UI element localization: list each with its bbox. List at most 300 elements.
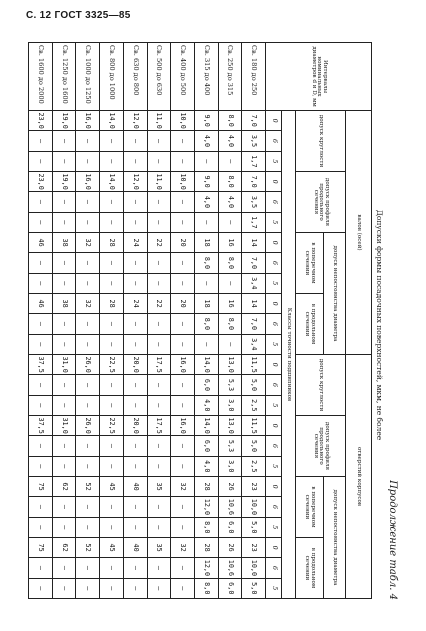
- value-cell: 31,0: [52, 415, 76, 435]
- value-cell: 3,4: [242, 334, 266, 354]
- class-label: 0: [266, 171, 282, 191]
- interval-cell: Св. 400 до 500: [171, 43, 195, 111]
- value-cell: —: [100, 334, 124, 354]
- value-cell: —: [171, 334, 195, 354]
- value-cell: —: [218, 212, 242, 232]
- header-interval: Интервалы номинальных диаметров d и D, мм: [266, 43, 372, 111]
- value-cell: 10,6: [218, 497, 242, 517]
- value-cell: 3,4: [242, 273, 266, 293]
- value-cell: —: [76, 497, 100, 517]
- value-cell: 46: [29, 232, 53, 252]
- value-cell: 11,0: [147, 171, 171, 191]
- value-cell: 22,5: [100, 355, 124, 375]
- value-cell: 62: [52, 537, 76, 557]
- value-cell: —: [100, 436, 124, 456]
- class-label: 5: [266, 151, 282, 171]
- value-cell: —: [100, 273, 124, 293]
- value-cell: —: [147, 212, 171, 232]
- value-cell: —: [29, 314, 53, 334]
- header-accuracy-classes: Классы точности подшипников: [282, 111, 296, 599]
- value-cell: 14: [242, 232, 266, 252]
- value-cell: —: [171, 131, 195, 151]
- value-cell: —: [52, 375, 76, 395]
- value-cell: —: [29, 334, 53, 354]
- value-cell: —: [52, 131, 76, 151]
- value-cell: —: [52, 212, 76, 232]
- value-cell: 9,0: [194, 171, 218, 191]
- value-cell: —: [218, 334, 242, 354]
- value-cell: —: [147, 558, 171, 578]
- class-label: 5: [266, 273, 282, 293]
- value-cell: 6,0: [194, 375, 218, 395]
- value-cell: —: [123, 212, 147, 232]
- value-cell: 28: [194, 476, 218, 496]
- value-cell: 10,0: [242, 497, 266, 517]
- value-cell: 38: [52, 232, 76, 252]
- value-cell: —: [218, 273, 242, 293]
- table-row: [29, 43, 53, 599]
- value-cell: —: [29, 497, 53, 517]
- class-label: 5: [266, 578, 282, 598]
- value-cell: 45: [100, 476, 124, 496]
- value-cell: —: [52, 517, 76, 537]
- value-cell: —: [100, 456, 124, 476]
- header-shaft-longitudinal: в продольном сечении: [296, 293, 324, 354]
- value-cell: 10,0: [171, 171, 195, 191]
- value-cell: 11,5: [242, 415, 266, 435]
- value-cell: 10,0: [171, 111, 195, 131]
- tolerance-table: [28, 42, 372, 599]
- value-cell: 16,0: [171, 355, 195, 375]
- class-label: 0: [266, 111, 282, 131]
- value-cell: 32: [171, 537, 195, 557]
- value-cell: 8,0: [194, 517, 218, 537]
- value-cell: 24: [123, 232, 147, 252]
- value-cell: —: [52, 273, 76, 293]
- table-row: [52, 43, 76, 599]
- value-cell: 4,0: [194, 395, 218, 415]
- value-cell: 1,7: [242, 151, 266, 171]
- value-cell: —: [147, 253, 171, 273]
- value-cell: —: [218, 151, 242, 171]
- value-cell: 14,0: [100, 171, 124, 191]
- value-cell: —: [29, 192, 53, 212]
- value-cell: —: [100, 497, 124, 517]
- value-cell: 12,0: [194, 558, 218, 578]
- value-cell: 18: [194, 293, 218, 313]
- header-housing-roundness: допуск круглости: [296, 355, 346, 416]
- value-cell: —: [171, 517, 195, 537]
- class-label: 5: [266, 212, 282, 232]
- value-cell: —: [171, 497, 195, 517]
- value-cell: 13,0: [218, 415, 242, 435]
- value-cell: —: [171, 395, 195, 415]
- value-cell: —: [147, 436, 171, 456]
- value-cell: 31,0: [52, 355, 76, 375]
- interval-cell: Св. 630 до 800: [123, 43, 147, 111]
- value-cell: 16: [218, 232, 242, 252]
- value-cell: 23: [242, 476, 266, 496]
- value-cell: —: [123, 558, 147, 578]
- value-cell: —: [52, 497, 76, 517]
- class-label: 5: [266, 456, 282, 476]
- interval-cell: Св. 800 до 1000: [100, 43, 124, 111]
- interval-cell: Св. 1000 до 1250: [76, 43, 100, 111]
- value-cell: —: [76, 578, 100, 598]
- value-cell: —: [147, 497, 171, 517]
- value-cell: 40: [123, 476, 147, 496]
- value-cell: 8,0: [194, 314, 218, 334]
- value-cell: —: [171, 192, 195, 212]
- value-cell: —: [76, 131, 100, 151]
- value-cell: 2,5: [242, 456, 266, 476]
- interval-cell: Св. 1600 до 2000: [29, 43, 53, 111]
- value-cell: —: [171, 578, 195, 598]
- value-cell: —: [52, 558, 76, 578]
- value-cell: —: [52, 334, 76, 354]
- value-cell: 20: [171, 232, 195, 252]
- class-label: 0: [266, 355, 282, 375]
- value-cell: —: [147, 334, 171, 354]
- interval-cell: Св. 1250 до 1600: [52, 43, 76, 111]
- value-cell: 11,5: [242, 355, 266, 375]
- value-cell: —: [171, 273, 195, 293]
- value-cell: 16,0: [171, 415, 195, 435]
- table-row: [194, 43, 218, 599]
- value-cell: 35: [147, 476, 171, 496]
- value-cell: 37,5: [29, 415, 53, 435]
- value-cell: —: [100, 253, 124, 273]
- value-cell: —: [29, 212, 53, 232]
- value-cell: 23: [242, 537, 266, 557]
- value-cell: 20: [171, 293, 195, 313]
- value-cell: 14: [242, 293, 266, 313]
- value-cell: —: [100, 517, 124, 537]
- value-cell: —: [194, 273, 218, 293]
- value-cell: —: [147, 192, 171, 212]
- value-cell: 14,0: [100, 111, 124, 131]
- value-cell: —: [76, 192, 100, 212]
- value-cell: 4,0: [194, 131, 218, 151]
- value-cell: —: [29, 578, 53, 598]
- value-cell: 20,0: [123, 355, 147, 375]
- value-cell: 6,0: [218, 578, 242, 598]
- value-cell: 28: [194, 537, 218, 557]
- table-row: [123, 43, 147, 599]
- value-cell: —: [29, 517, 53, 537]
- class-label: 0: [266, 537, 282, 557]
- value-cell: —: [52, 436, 76, 456]
- header-shaft-cross: в поперечном сечении: [296, 232, 324, 293]
- value-cell: —: [76, 436, 100, 456]
- interval-cell: Св. 315 до 400: [194, 43, 218, 111]
- value-cell: 37,5: [29, 355, 53, 375]
- value-cell: 8,0: [218, 171, 242, 191]
- value-cell: 40: [123, 537, 147, 557]
- value-cell: 18: [194, 232, 218, 252]
- table-caption: Допуски формы посадочных поверхностей, мкм, не более: [375, 209, 384, 441]
- value-cell: 22: [147, 232, 171, 252]
- value-cell: 1,7: [242, 212, 266, 232]
- value-cell: 16,0: [76, 111, 100, 131]
- value-cell: 11,0: [147, 111, 171, 131]
- table-row: [171, 43, 195, 599]
- value-cell: 52: [76, 537, 100, 557]
- value-cell: —: [76, 375, 100, 395]
- value-cell: —: [147, 456, 171, 476]
- value-cell: 14,0: [194, 355, 218, 375]
- value-cell: —: [123, 497, 147, 517]
- value-cell: 13,0: [218, 355, 242, 375]
- value-cell: —: [29, 151, 53, 171]
- class-label: 6: [266, 131, 282, 151]
- value-cell: 62: [52, 476, 76, 496]
- rotated-table-block: [23, 40, 398, 600]
- value-cell: 32: [76, 232, 100, 252]
- header-shaft-profile: допуск профиля продольного сечения: [296, 171, 346, 232]
- class-label: 0: [266, 232, 282, 252]
- value-cell: 3,5: [242, 131, 266, 151]
- value-cell: —: [29, 558, 53, 578]
- value-cell: 38: [52, 293, 76, 313]
- table-row: [147, 43, 171, 599]
- value-cell: —: [29, 375, 53, 395]
- value-cell: —: [29, 395, 53, 415]
- value-cell: 6,0: [194, 436, 218, 456]
- value-cell: —: [76, 314, 100, 334]
- header-housing-constancy: допуск непостоянства диаметра: [324, 476, 346, 598]
- value-cell: 5,0: [242, 578, 266, 598]
- value-cell: 46: [29, 293, 53, 313]
- value-cell: —: [52, 151, 76, 171]
- value-cell: —: [76, 151, 100, 171]
- value-cell: 5,3: [218, 375, 242, 395]
- class-label: 0: [266, 293, 282, 313]
- class-label: 6: [266, 558, 282, 578]
- value-cell: 35: [147, 537, 171, 557]
- value-cell: 8,0: [194, 253, 218, 273]
- value-cell: —: [100, 375, 124, 395]
- value-cell: —: [52, 253, 76, 273]
- value-cell: 8,0: [218, 314, 242, 334]
- value-cell: 52: [76, 476, 100, 496]
- value-cell: —: [147, 131, 171, 151]
- value-cell: —: [100, 131, 124, 151]
- value-cell: —: [76, 395, 100, 415]
- value-cell: —: [171, 436, 195, 456]
- value-cell: 4,0: [194, 192, 218, 212]
- value-cell: —: [147, 395, 171, 415]
- value-cell: 22,5: [100, 415, 124, 435]
- value-cell: 3,0: [218, 456, 242, 476]
- value-cell: 2,5: [242, 395, 266, 415]
- value-cell: —: [147, 151, 171, 171]
- table-row: [76, 43, 100, 599]
- value-cell: —: [171, 212, 195, 232]
- value-cell: —: [147, 578, 171, 598]
- value-cell: 5,0: [242, 436, 266, 456]
- value-cell: —: [171, 253, 195, 273]
- value-cell: —: [100, 192, 124, 212]
- value-cell: —: [194, 334, 218, 354]
- header-housing-longitudinal: в продольном сечении: [296, 537, 324, 598]
- value-cell: 24: [123, 293, 147, 313]
- value-cell: —: [171, 558, 195, 578]
- value-cell: —: [147, 314, 171, 334]
- value-cell: 22: [147, 293, 171, 313]
- value-cell: —: [100, 212, 124, 232]
- value-cell: 7,0: [242, 253, 266, 273]
- value-cell: 26,0: [76, 355, 100, 375]
- value-cell: —: [171, 314, 195, 334]
- value-cell: —: [123, 253, 147, 273]
- value-cell: 12,0: [123, 111, 147, 131]
- interval-cell: Св. 250 до 315: [218, 43, 242, 111]
- value-cell: —: [147, 517, 171, 537]
- header-housings: отверстий корпусов: [346, 355, 372, 599]
- value-cell: —: [123, 151, 147, 171]
- value-cell: 7,0: [242, 314, 266, 334]
- value-cell: 17,5: [147, 355, 171, 375]
- class-label: 0: [266, 415, 282, 435]
- value-cell: 26,0: [76, 415, 100, 435]
- class-label: 5: [266, 517, 282, 537]
- value-cell: —: [194, 151, 218, 171]
- value-cell: —: [29, 131, 53, 151]
- class-label: 0: [266, 476, 282, 496]
- value-cell: —: [52, 395, 76, 415]
- value-cell: —: [123, 517, 147, 537]
- value-cell: —: [76, 273, 100, 293]
- value-cell: 10,0: [242, 558, 266, 578]
- value-cell: 26: [218, 537, 242, 557]
- value-cell: —: [123, 395, 147, 415]
- value-cell: 5,0: [242, 517, 266, 537]
- value-cell: —: [76, 253, 100, 273]
- value-cell: 6,0: [218, 517, 242, 537]
- value-cell: 23,0: [29, 171, 53, 191]
- header-housing-cross: в поперечном сечении: [296, 476, 324, 537]
- value-cell: —: [123, 456, 147, 476]
- value-cell: —: [52, 314, 76, 334]
- value-cell: 14,0: [194, 415, 218, 435]
- class-label: 6: [266, 375, 282, 395]
- value-cell: —: [147, 375, 171, 395]
- value-cell: —: [100, 558, 124, 578]
- value-cell: 17,5: [147, 415, 171, 435]
- class-label: 6: [266, 497, 282, 517]
- value-cell: —: [123, 273, 147, 293]
- class-label: 6: [266, 314, 282, 334]
- page-header: С. 12 ГОСТ 3325—85: [26, 10, 131, 21]
- value-cell: 5,3: [218, 436, 242, 456]
- value-cell: 8,0: [194, 578, 218, 598]
- interval-cell: Св. 180 до 250: [242, 43, 266, 111]
- header-shafts: валов (осей): [346, 111, 372, 355]
- header-housing-profile: допуск профиля продольного сечения: [296, 415, 346, 476]
- value-cell: —: [171, 456, 195, 476]
- value-cell: —: [171, 151, 195, 171]
- value-cell: —: [123, 375, 147, 395]
- value-cell: 28: [100, 293, 124, 313]
- value-cell: —: [29, 273, 53, 293]
- class-label: 5: [266, 395, 282, 415]
- value-cell: —: [29, 436, 53, 456]
- value-cell: —: [52, 578, 76, 598]
- value-cell: —: [100, 151, 124, 171]
- value-cell: —: [100, 395, 124, 415]
- continuation-title: Продолжение табл. 4: [387, 480, 398, 600]
- value-cell: —: [123, 192, 147, 212]
- value-cell: —: [52, 192, 76, 212]
- value-cell: 3,5: [242, 192, 266, 212]
- class-label: 6: [266, 253, 282, 273]
- value-cell: 8,0: [218, 111, 242, 131]
- value-cell: 19,0: [52, 171, 76, 191]
- value-cell: 12,0: [123, 171, 147, 191]
- value-cell: 32: [171, 476, 195, 496]
- value-cell: —: [100, 578, 124, 598]
- header-shaft-constancy: допуск непостоянства диаметра: [324, 232, 346, 354]
- value-cell: 16: [218, 293, 242, 313]
- value-cell: 4,0: [194, 456, 218, 476]
- table-row: [242, 43, 266, 599]
- value-cell: —: [52, 456, 76, 476]
- table-row: [218, 43, 242, 599]
- value-cell: —: [123, 131, 147, 151]
- value-cell: 5,0: [242, 375, 266, 395]
- value-cell: 26: [218, 476, 242, 496]
- value-cell: —: [76, 456, 100, 476]
- value-cell: —: [29, 456, 53, 476]
- value-cell: —: [194, 212, 218, 232]
- value-cell: 4,0: [218, 131, 242, 151]
- header-shaft-roundness: допуск круглости: [296, 111, 346, 172]
- value-cell: 16,0: [76, 171, 100, 191]
- class-label: 6: [266, 192, 282, 212]
- value-cell: 7,0: [242, 111, 266, 131]
- value-cell: 8,0: [218, 253, 242, 273]
- value-cell: 3,0: [218, 395, 242, 415]
- value-cell: 9,0: [194, 111, 218, 131]
- value-cell: 45: [100, 537, 124, 557]
- value-cell: —: [123, 334, 147, 354]
- value-cell: —: [76, 517, 100, 537]
- class-label: 6: [266, 436, 282, 456]
- value-cell: —: [76, 334, 100, 354]
- value-cell: 32: [76, 293, 100, 313]
- value-cell: 19,0: [52, 111, 76, 131]
- value-cell: —: [123, 314, 147, 334]
- value-cell: —: [29, 253, 53, 273]
- value-cell: 75: [29, 476, 53, 496]
- value-cell: —: [171, 375, 195, 395]
- value-cell: 7,0: [242, 171, 266, 191]
- value-cell: 12,0: [194, 497, 218, 517]
- interval-cell: Св. 500 до 630: [147, 43, 171, 111]
- value-cell: 28: [100, 232, 124, 252]
- value-cell: 4,0: [218, 192, 242, 212]
- table-row: [100, 43, 124, 599]
- value-cell: —: [76, 212, 100, 232]
- value-cell: —: [123, 436, 147, 456]
- value-cell: —: [147, 273, 171, 293]
- value-cell: 23,0: [29, 111, 53, 131]
- value-cell: 20,0: [123, 415, 147, 435]
- value-cell: —: [100, 314, 124, 334]
- value-cell: —: [123, 578, 147, 598]
- class-label: 5: [266, 334, 282, 354]
